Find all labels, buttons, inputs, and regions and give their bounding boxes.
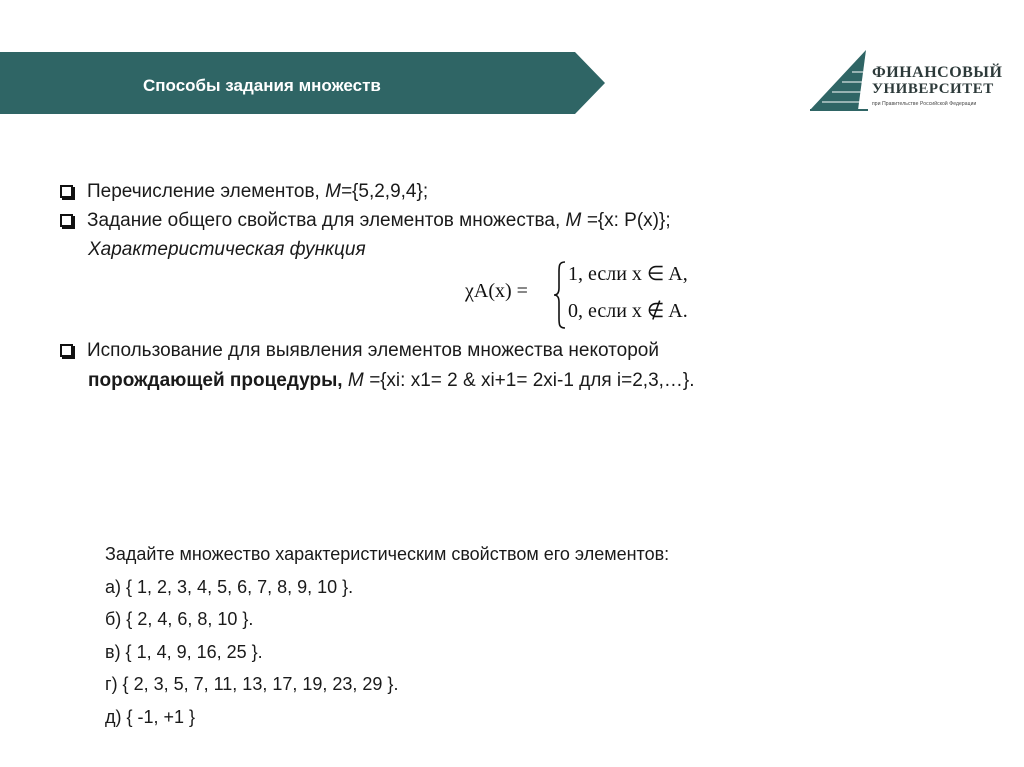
exercise-item: д) { -1, +1 } [105,706,196,727]
logo-emblem-icon [808,48,872,114]
page-title: Способы задания множеств [143,76,381,95]
exercise-item: в) { 1, 4, 9, 16, 25 }. [105,641,263,662]
exercise-block [105,538,669,734]
checkbox-bullet-icon [60,214,73,227]
logo-subtitle: при Правительстве Российской Федерации [872,101,977,107]
checkbox-bullet-icon [60,185,73,198]
logo-text-line1: ФИНАНСОВЫЙ [872,64,1003,81]
bullet-procedure-row [60,336,860,366]
bullet-enumeration [60,177,860,206]
formula-lhs: χA(x) = [465,280,528,302]
formula-case-1: 1, если x ∈ A, [568,263,688,285]
exercise-prompt: Задайте множество характеристическим свойством его элементов: [105,544,670,564]
exercise-item: б) { 2, 4, 6, 8, 10 }. [105,609,254,630]
logo-text-line2: УНИВЕРСИТЕТ [872,81,994,97]
exercise-item: г) { 2, 3, 5, 7, 11, 13, 17, 19, 23, 29 }. [105,674,399,695]
university-logo [808,48,1008,114]
bullet-text: Перечисление элементов, M={5,2,9,4}; [87,181,429,202]
formula-case-2: 0, если x ∉ A. [568,300,688,322]
bullet-procedure-line2: порождающей процедуры, M ={xi: x1= 2 & xi+1= 2xi-1 для i=2,3,…}. [88,370,695,391]
bullet-list [60,177,860,264]
bullet-text: Использование для выявления элементов множества некоторой [87,340,659,361]
left-brace-icon [553,260,567,330]
checkbox-bullet-icon [60,344,73,357]
characteristic-function-formula [465,258,725,330]
bullet-subtitle: Характеристическая функция [88,239,366,260]
bullet-property [60,206,860,235]
bullet-text: Задание общего свойства для элементов множества, M ={x: P(x)}; [87,210,671,231]
exercise-item: а) { 1, 2, 3, 4, 5, 6, 7, 8, 9, 10 }. [105,576,354,597]
bullet-procedure [60,336,860,396]
